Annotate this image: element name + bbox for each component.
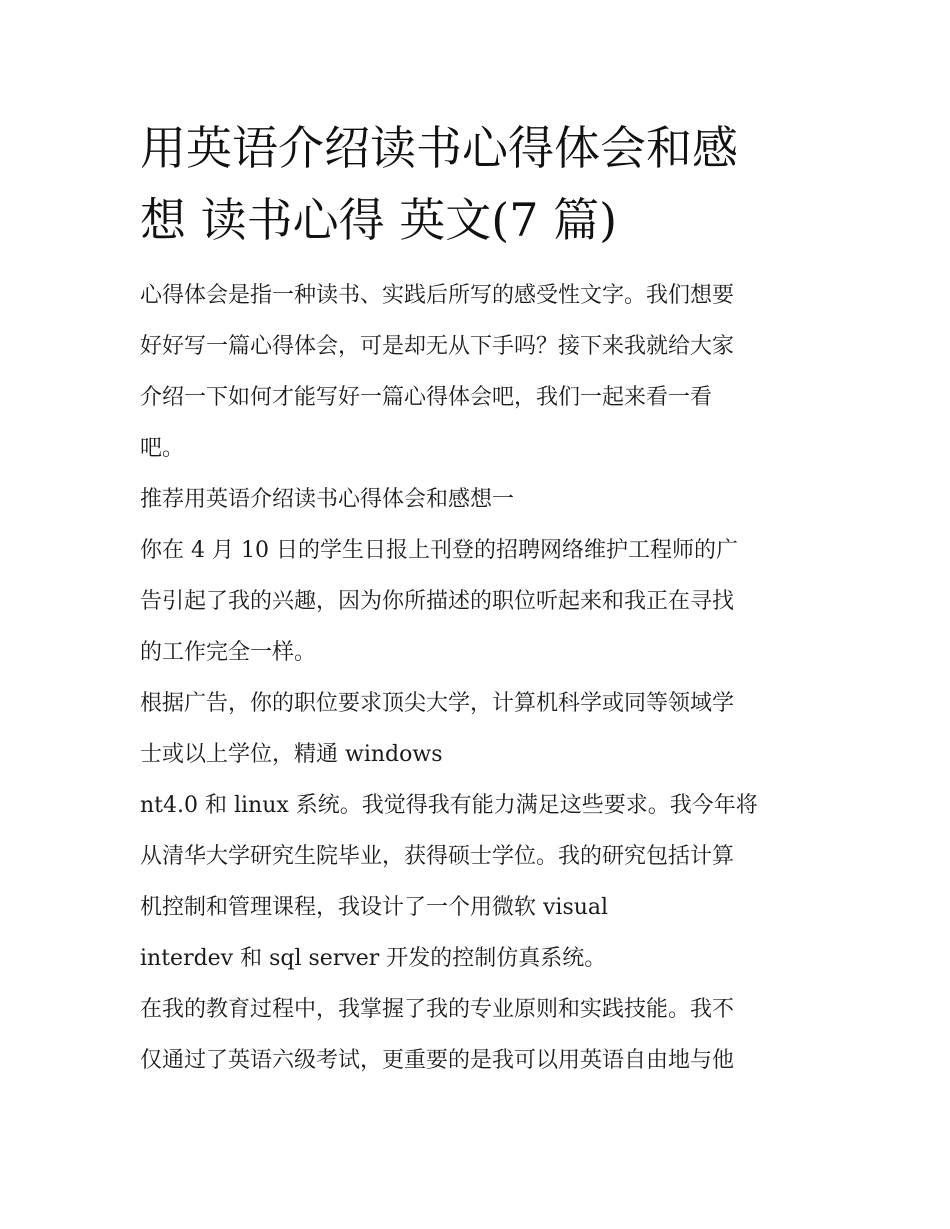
text-line: 好好写一篇心得体会，可是却无从下手吗？接下来我就给大家 [140,334,735,359]
text-line: interdev 和 sql server 开发的控制仿真系统。 [140,946,607,971]
title-line: 想 读书心得 英文(7 篇) [140,193,618,247]
text-line: 介绍一下如何才能写好一篇心得体会吧，我们一起来看一看 [140,385,713,410]
text-line: 推荐用英语介绍读书心得体会和感想一 [140,487,515,512]
text-line: 从清华大学研究生院毕业，获得硕士学位。我的研究包括计算 [140,844,735,869]
text-line: 在我的教育过程中，我掌握了我的专业原则和实践技能。我不 [140,997,735,1022]
text-line: 告引起了我的兴趣，因为你所描述的职位听起来和我正在寻找 [140,589,735,614]
document-content [140,112,820,1086]
text-line: 士或以上学位，精通 windows [140,742,443,767]
paragraph [140,525,820,678]
paragraph-intro [140,270,820,474]
document-title [140,112,820,256]
paragraph [140,933,820,984]
document-body [140,270,820,1086]
paragraph [140,780,820,933]
title-line: 用英语介绍读书心得体会和感 [140,121,738,175]
text-line: 你在 4 月 10 日的学生日报上刊登的招聘网络维护工程师的广 [140,538,738,563]
paragraph [140,678,820,780]
text-line: 仅通过了英语六级考试，更重要的是我可以用英语自由地与他 [140,1048,735,1073]
text-line: nt4.0 和 linux 系统。我觉得我有能力满足这些要求。我今年将 [140,793,758,818]
text-line: 机控制和管理课程，我设计了一个用微软 visual [140,895,609,920]
paragraph [140,984,820,1086]
text-line: 心得体会是指一种读书、实践后所写的感受性文字。我们想要 [140,283,735,308]
text-line: 的工作完全一样。 [140,640,317,665]
text-line: 吧。 [140,436,185,461]
section-heading [140,474,820,525]
text-line: 根据广告，你的职位要求顶尖大学，计算机科学或同等领域学 [140,691,735,716]
